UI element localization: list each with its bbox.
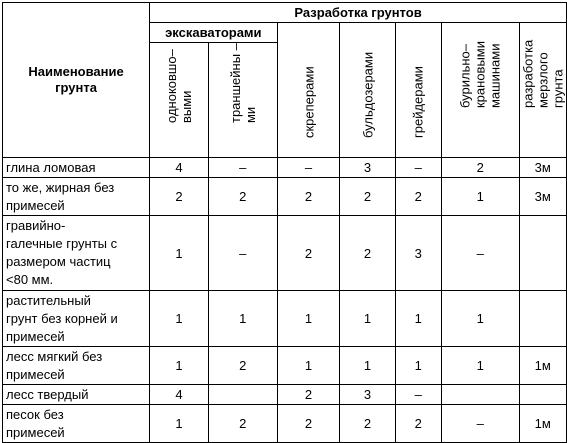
- soil-name-line: песок без: [6, 407, 64, 422]
- table-row: [3, 405, 567, 443]
- value-cell: 4: [150, 158, 209, 178]
- value-cell: 1: [150, 216, 209, 291]
- col-header-line: выми: [178, 90, 194, 123]
- value-cell: –: [441, 216, 519, 291]
- soil-name-cell: [3, 385, 150, 405]
- col-header-bulldozers: [340, 23, 395, 158]
- value-cell: 1: [150, 291, 209, 347]
- soil-name-line: глина ломовая: [6, 160, 96, 175]
- col-header-line: одноковшо–: [163, 49, 179, 123]
- col-header-line: машинами: [487, 43, 503, 108]
- value-cell: 2: [277, 216, 340, 291]
- soil-name-line: <80 мм.: [6, 272, 54, 287]
- soil-name-cell: [3, 178, 150, 216]
- value-cell: 1: [340, 347, 395, 385]
- col-header-line: бульдозерами: [360, 51, 376, 138]
- value-cell: –: [395, 385, 441, 405]
- col-header-line: ми: [242, 106, 258, 123]
- value-cell: –: [441, 405, 519, 443]
- value-cell: 2: [441, 158, 519, 178]
- value-cell: 1: [277, 291, 340, 347]
- table-row: [3, 385, 567, 405]
- value-cell: 2: [277, 385, 340, 405]
- soil-name-line: примесей: [6, 329, 65, 344]
- soil-name-line: примесей: [6, 198, 65, 213]
- value-cell: 2: [395, 178, 441, 216]
- value-cell: 1: [395, 347, 441, 385]
- soil-name-line: примесей: [6, 367, 65, 382]
- soil-name-line: галечные грунты с: [6, 236, 118, 251]
- col-header-drill-cranes: [441, 23, 519, 158]
- soil-name-cell: [3, 216, 150, 291]
- soil-name-cell: [3, 158, 150, 178]
- soil-name-cell: [3, 405, 150, 443]
- col-header-graders: [395, 23, 441, 158]
- value-cell: 1: [340, 291, 395, 347]
- value-cell: 2: [277, 405, 340, 443]
- soil-table: [2, 2, 567, 443]
- value-cell: 4: [150, 385, 209, 405]
- table-row: [3, 216, 567, 291]
- value-cell: 1м: [519, 347, 566, 385]
- value-cell: 1: [150, 405, 209, 443]
- soil-name-cell: [3, 291, 150, 347]
- col-header-trench: [208, 43, 277, 158]
- value-cell: [441, 385, 519, 405]
- value-cell: 2: [277, 178, 340, 216]
- col-header-single-bucket: [150, 43, 209, 158]
- col-header-line: скреперами: [301, 66, 316, 138]
- value-cell: 3: [340, 158, 395, 178]
- value-cell: 3: [395, 216, 441, 291]
- col-header-line: разработка: [520, 39, 536, 108]
- value-cell: –: [208, 216, 277, 291]
- value-cell: [519, 291, 566, 347]
- col-header-text: [301, 66, 316, 138]
- value-cell: 2: [340, 178, 395, 216]
- soil-name-line: примесей: [6, 425, 65, 440]
- value-cell: 2: [208, 178, 277, 216]
- value-cell: 1: [208, 291, 277, 347]
- group-header: Разработка грунтов: [150, 3, 567, 23]
- col-header-text: [164, 49, 194, 123]
- name-column-header: [3, 3, 150, 158]
- col-header-line: крановыми: [472, 40, 488, 108]
- soil-name-line: размером частиц: [6, 254, 111, 269]
- col-header-line: грунта: [550, 69, 566, 108]
- soil-name-line: лесс твердый: [6, 387, 89, 402]
- value-cell: [519, 216, 566, 291]
- value-cell: 1: [441, 178, 519, 216]
- value-cell: 1: [441, 291, 519, 347]
- value-cell: 1м: [519, 405, 566, 443]
- soil-name-line: лесс мягкий без: [6, 349, 103, 364]
- value-cell: 3: [340, 385, 395, 405]
- name-column-header-text: Наименование грунта: [28, 64, 124, 95]
- value-cell: 2: [208, 405, 277, 443]
- value-cell: 3м: [519, 178, 566, 216]
- col-header-text: [360, 52, 375, 138]
- value-cell: 2: [340, 216, 395, 291]
- soil-name-cell: [3, 347, 150, 385]
- table-row: [3, 178, 567, 216]
- value-cell: 1: [277, 347, 340, 385]
- col-header-frozen-soil: [519, 23, 566, 158]
- value-cell: 2: [208, 347, 277, 385]
- soil-name-line: растительный: [6, 293, 91, 308]
- value-cell: –: [277, 158, 340, 178]
- value-cell: [519, 385, 566, 405]
- value-cell: 2: [395, 405, 441, 443]
- col-header-line: бурильно–: [457, 43, 473, 108]
- value-cell: 1: [395, 291, 441, 347]
- value-cell: 2: [340, 405, 395, 443]
- value-cell: –: [208, 158, 277, 178]
- table-row: [3, 291, 567, 347]
- excavator-subheader: экскаваторами: [150, 23, 277, 43]
- col-header-line: мерзлого: [535, 52, 551, 108]
- col-header-text: [411, 66, 426, 138]
- value-cell: –: [395, 158, 441, 178]
- soil-name-line: гравийно-: [6, 218, 66, 233]
- value-cell: 2: [150, 178, 209, 216]
- col-header-line: грейдерами: [410, 66, 426, 138]
- value-cell: [208, 385, 277, 405]
- col-header-scrapers: [277, 23, 340, 158]
- value-cell: 1: [150, 347, 209, 385]
- value-cell: 1: [441, 347, 519, 385]
- soil-name-line: грунт без корней и: [6, 311, 118, 326]
- col-header-text: [228, 43, 258, 123]
- col-header-line: траншейны –: [227, 43, 243, 123]
- value-cell: 3м: [519, 158, 566, 178]
- soil-name-line: то же, жирная без: [6, 180, 115, 195]
- col-header-text: [458, 41, 503, 108]
- col-header-text: [520, 40, 565, 108]
- table-row: [3, 347, 567, 385]
- table-row: [3, 158, 567, 178]
